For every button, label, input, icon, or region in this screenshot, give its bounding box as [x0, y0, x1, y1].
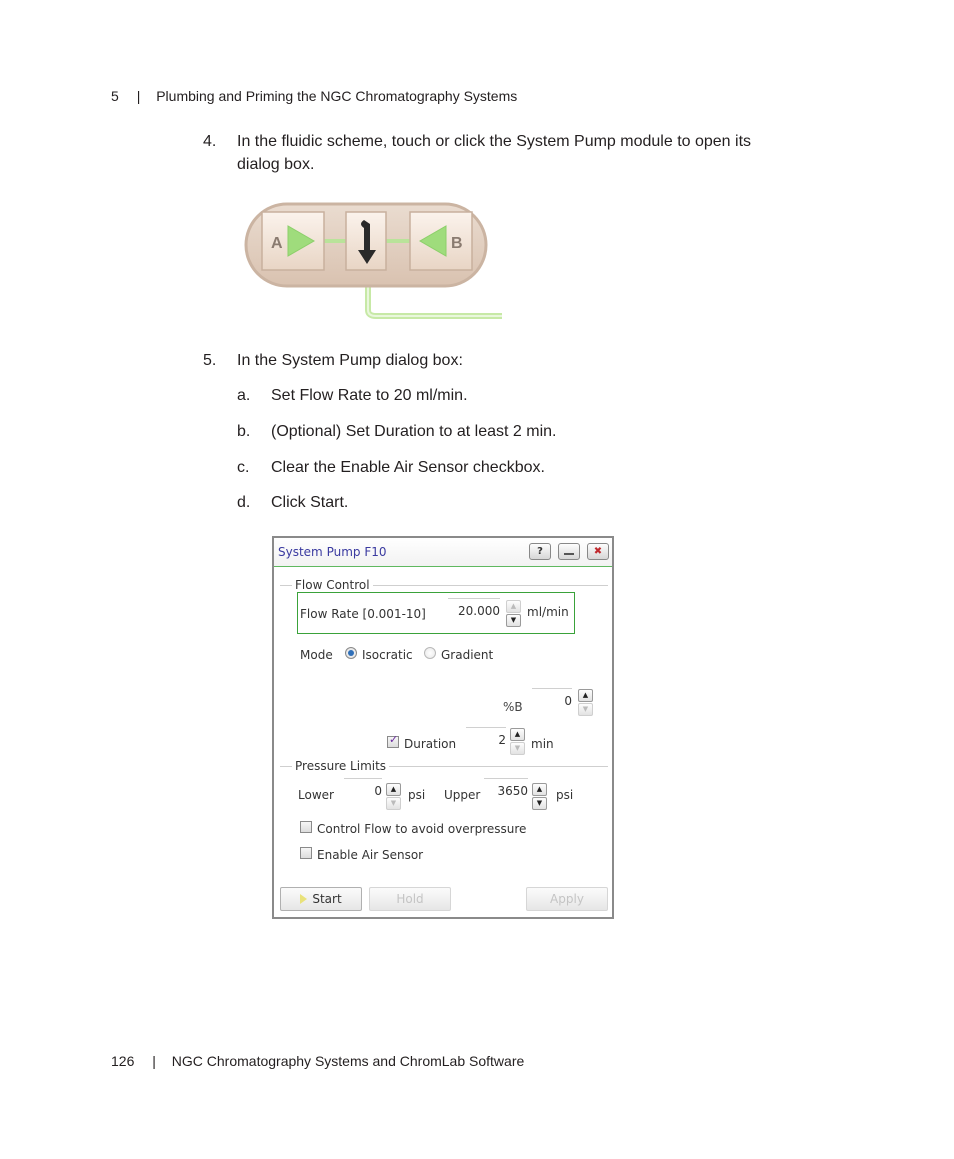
upper-unit: psi [556, 788, 574, 802]
duration-input[interactable] [466, 727, 506, 749]
substep-c [237, 456, 737, 479]
chapter-number: 5 [111, 88, 119, 104]
step-5-number: 5. [203, 352, 217, 369]
start-icon [300, 894, 307, 904]
lower-label: Lower [298, 788, 334, 802]
gradient-label: Gradient [441, 648, 494, 662]
step-4-line-1: In the fluidic scheme, touch or click the System Pump module to open its [237, 133, 752, 150]
footer-separator: | [152, 1053, 156, 1069]
system-pump-dialog [272, 536, 614, 919]
page-number: 126 [111, 1053, 135, 1069]
control-flow-checkbox[interactable] [300, 821, 312, 833]
substep-letter: b. [237, 423, 251, 440]
spin-down-icon[interactable]: ▼ [532, 797, 547, 810]
upper-spinner[interactable] [532, 783, 547, 811]
help-button[interactable] [529, 543, 551, 560]
lower-spinner[interactable] [386, 783, 401, 811]
spin-down-icon[interactable]: ▼ [578, 703, 593, 716]
mode-label: Mode [300, 648, 333, 662]
substep-text: Clear the Enable Air Sensor checkbox. [271, 459, 545, 476]
substep-b [237, 420, 737, 443]
running-header [111, 88, 517, 104]
start-label: Start [312, 892, 342, 906]
isocratic-label: Isocratic [362, 648, 413, 662]
substep-a [237, 384, 737, 407]
duration-spinner[interactable] [510, 728, 525, 756]
air-sensor-checkbox[interactable] [300, 847, 312, 859]
footer-title: NGC Chromatography Systems and ChromLab Software [171, 1053, 525, 1069]
upper-label: Upper [444, 788, 481, 802]
step-4-line-2: dialog box. [237, 156, 315, 173]
lower-input[interactable] [344, 778, 382, 800]
spin-down-icon[interactable]: ▼ [506, 614, 521, 627]
control-flow-label: Control Flow to avoid overpressure [317, 822, 527, 836]
flow-control-group-label: Flow Control [292, 578, 373, 592]
substep-d [237, 491, 737, 514]
percent-b-input[interactable] [532, 688, 572, 710]
gradient-radio[interactable] [424, 647, 436, 659]
lower-value: 0 [374, 784, 382, 798]
upper-input[interactable] [484, 778, 528, 800]
close-button[interactable] [587, 543, 609, 560]
minimize-button[interactable] [558, 543, 580, 560]
spin-up-icon[interactable]: ▲ [506, 600, 521, 613]
percent-b-spinner[interactable] [578, 689, 593, 717]
step-4 [203, 130, 823, 176]
spin-up-icon[interactable]: ▲ [578, 689, 593, 702]
substep-text: Click Start. [271, 494, 349, 511]
substep-letter: c. [237, 459, 250, 476]
step-5 [203, 349, 703, 372]
duration-unit: min [531, 737, 554, 751]
apply-label: Apply [550, 892, 584, 906]
pump-a-label: A [271, 235, 283, 252]
isocratic-radio[interactable] [345, 647, 357, 659]
header-separator: | [136, 88, 141, 104]
upper-value: 3650 [497, 784, 528, 798]
spin-down-icon[interactable]: ▼ [386, 797, 401, 810]
step-4-text [237, 130, 823, 176]
duration-label: Duration [404, 737, 457, 751]
spin-up-icon[interactable]: ▲ [510, 728, 525, 741]
check-icon: ✓ [389, 733, 399, 746]
flow-rate-value: 20.000 [458, 604, 500, 618]
flow-rate-input[interactable] [448, 598, 500, 620]
lower-unit: psi [408, 788, 426, 802]
percent-b-value: 0 [564, 694, 572, 708]
duration-value: 2 [498, 733, 506, 747]
spin-up-icon[interactable]: ▲ [386, 783, 401, 796]
pump-b-label: B [451, 235, 463, 252]
air-sensor-label: Enable Air Sensor [317, 848, 424, 862]
step-4-number: 4. [203, 133, 217, 150]
spin-down-icon[interactable]: ▼ [510, 742, 525, 755]
substep-text: Set Flow Rate to 20 ml/min. [271, 387, 468, 404]
flow-rate-label: Flow Rate [0.001-10] [300, 607, 426, 621]
flow-rate-unit: ml/min [527, 605, 569, 619]
dialog-titlebar [274, 538, 612, 567]
hold-label: Hold [396, 892, 424, 906]
dialog-title: System Pump F10 [278, 545, 387, 559]
close-icon: ✖ [593, 546, 603, 557]
running-footer [111, 1053, 524, 1069]
help-icon: ? [537, 546, 543, 557]
step-5-text: In the System Pump dialog box: [237, 352, 463, 369]
flow-rate-spinner[interactable] [506, 600, 521, 628]
substep-letter: d. [237, 494, 251, 511]
spin-up-icon[interactable]: ▲ [532, 783, 547, 796]
system-pump-module-diagram[interactable] [240, 198, 502, 324]
apply-button[interactable] [526, 887, 608, 911]
duration-checkbox[interactable] [387, 733, 399, 748]
pressure-limits-group-label: Pressure Limits [292, 759, 389, 773]
substep-letter: a. [237, 387, 251, 404]
minimize-icon [564, 553, 574, 555]
hold-button[interactable] [369, 887, 451, 911]
substep-text: (Optional) Set Duration to at least 2 min. [271, 423, 557, 440]
chapter-title: Plumbing and Priming the NGC Chromatography Systems [156, 88, 518, 104]
percent-b-label: %B [503, 700, 523, 714]
start-button[interactable] [280, 887, 362, 911]
